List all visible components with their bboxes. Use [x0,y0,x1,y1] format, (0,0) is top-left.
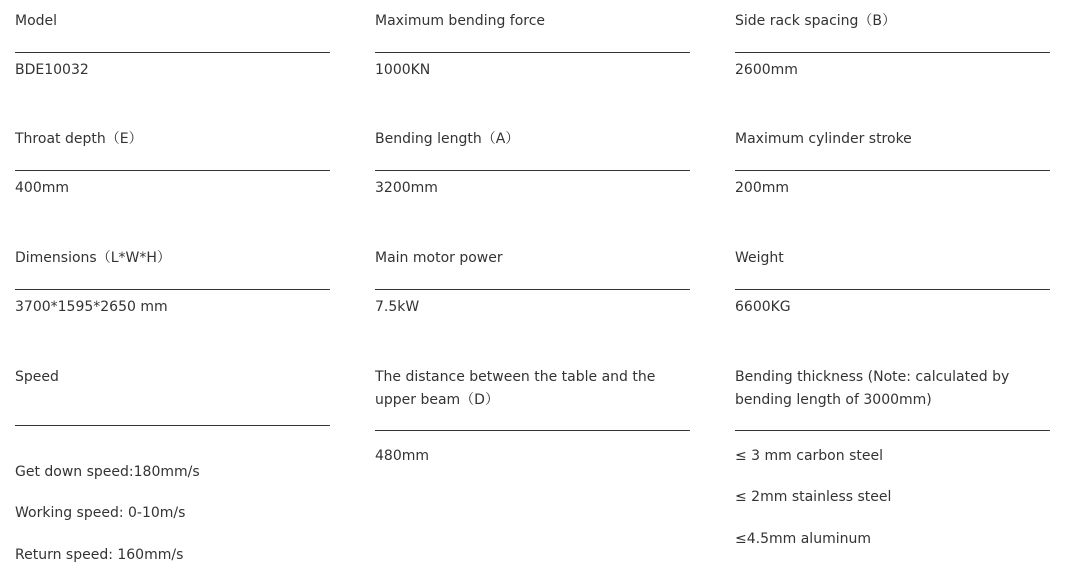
spec-weight [735,247,1055,315]
spec-label: Weight [735,250,784,266]
spec-value: 200mm [735,180,789,196]
divider [735,170,1050,171]
spec-model [15,10,331,78]
spec-value: Working speed: 0-10m/s [15,505,186,521]
spec-throat-depth [15,128,331,196]
spec-dimensions [15,247,331,315]
spec-value: ≤ 3 mm carbon steel [735,448,883,464]
divider [375,52,690,53]
divider [375,289,690,290]
spec-value: 400mm [15,180,69,196]
spec-bending-thickness [735,366,1055,547]
spec-value: 1000KN [375,62,431,78]
divider [15,170,330,171]
spec-label: Side rack spacing（B） [735,13,897,29]
divider [735,430,1050,431]
spec-value: 6600KG [735,299,791,315]
spec-value: 2600mm [735,62,798,78]
spec-label: Maximum bending force [375,13,546,29]
spec-value: ≤4.5mm aluminum [735,531,871,547]
spec-value: ≤ 2mm stainless steel [735,489,892,505]
spec-max-cylinder-stroke [735,128,1055,196]
spec-label: The distance between the table and the upper beam（D） [375,369,656,408]
spec-side-rack-spacing [735,10,1055,78]
spec-label: Throat depth（E） [15,131,143,147]
divider [375,430,690,431]
divider [375,170,690,171]
spec-value: 7.5kW [375,299,420,315]
divider [735,52,1050,53]
spec-value: BDE10032 [15,62,89,78]
spec-label: Bending length（A） [375,131,520,147]
divider [735,289,1050,290]
spec-value: Return speed: 160mm/s [15,547,184,563]
divider [15,52,330,53]
spec-label: Dimensions（L*W*H） [15,250,171,266]
spec-label: Main motor power [375,250,503,266]
spec-label: Maximum cylinder stroke [735,131,912,147]
spec-value: 3200mm [375,180,438,196]
spec-max-bending-force [375,10,691,78]
spec-label: Bending thickness (Note: calculated by bending length of 3000mm) [735,369,1010,408]
spec-value: 3700*1595*2650 mm [15,299,168,315]
spec-value: Get down speed:180mm/s [15,464,200,480]
spec-value: 480mm [375,448,429,464]
spec-speed [15,366,331,563]
spec-bending-length [375,128,691,196]
spec-table-beam-distance [375,366,691,464]
spec-label: Model [15,13,58,29]
spec-main-motor-power [375,247,691,315]
divider [15,289,330,290]
spec-label: Speed [15,369,59,385]
divider [15,425,330,426]
